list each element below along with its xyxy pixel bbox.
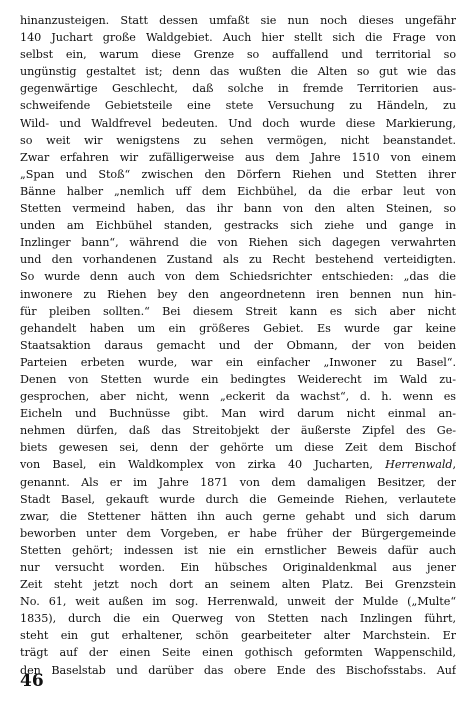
text-line: nehmen dürfen, daß das Streitobjekt der äußerste Zipfel des Ge-	[20, 424, 456, 438]
text-line: 1835), durch die ein Querweg von Stetten nach Inzlingen führt,	[20, 612, 456, 626]
text-line: Stetten vermeind haben, das ihr bann von den alten Steinen, so	[20, 202, 456, 216]
text-line: Wild- und Waldfrevel bedeuten. Und doch wurde diese Markierung,	[20, 116, 456, 130]
text-line: Stetten gehört; indessen ist nie ein ernstlicher Beweis dafür auch	[20, 543, 456, 557]
text-line: schweifende Gebietsteile eine stete Versuchung zu Händeln, zu	[20, 99, 456, 113]
italic-term: Herrenwald	[385, 458, 453, 472]
text-line: steht ein gut erhaltener, schön gearbeiteter alter Marchstein. Er	[20, 629, 456, 643]
text-line: unden am Eichbühel standen, gestracks sich ziehe und gange in	[20, 219, 456, 233]
text-line: gehandelt haben um ein größeres Gebiet. Es wurde gar keine	[20, 321, 456, 335]
text-line: gesprochen, aber nicht, wenn „eckerit da wachst“, d. h. wenn es	[20, 390, 456, 404]
body-text	[20, 12, 456, 679]
text-line: zwar, die Stettener hätten ihn auch gerne gehabt und sich darum	[20, 509, 456, 523]
text-line: ungünstig gestaltet ist; denn das wußten die Alten so gut wie das	[20, 65, 456, 79]
text-line: gegenwärtige Geschlecht, daß solche in fremde Territorien aus-	[20, 82, 456, 96]
text-line: Stadt Basel, gekauft wurde durch die Gemeinde Riehen, verlautete	[20, 492, 456, 506]
text-line: Bänne halber „nemlich uff dem Eichbühel, da die erbar leut von	[20, 184, 456, 198]
book-page	[20, 12, 456, 712]
text-line: Eicheln und Buchnüsse gibt. Man wird darum nicht einmal an-	[20, 407, 456, 421]
text-line: so weit wir wenigstens zu sehen vermögen, nicht beanstandet.	[20, 133, 456, 147]
text-line: inwonere zu Riehen bey den angeordnetenn iren bennen nun hin-	[20, 287, 456, 301]
text-line: So wurde denn auch von dem Schiedsrichter entschieden: „das die	[20, 270, 456, 284]
text-line: Denen von Stetten wurde ein bedingtes Weiderecht im Wald zu-	[20, 372, 456, 386]
text-line: Inzlinger bann“, während die von Riehen sich dagegen verwahrten	[20, 236, 456, 250]
text-line: Zeit steht jetzt noch dort an seinem alten Platz. Bei Grenzstein	[20, 578, 456, 592]
text-line: selbst ein, warum diese Grenze so auffallend und territorial so	[20, 48, 456, 62]
text-line: Staatsaktion daraus gemacht und der Obmann, der von beiden	[20, 338, 456, 352]
text-line: den Baselstab und darüber das obere Ende des Bischofsstabs. Auf	[20, 663, 456, 677]
page-number: 46	[20, 671, 44, 691]
text-line: Zwar erfahren wir zufälligerweise aus dem Jahre 1510 von einem	[20, 150, 456, 164]
text-line: No. 61, weit außen im sog. Herrenwald, unweit der Mulde („Multe“	[20, 595, 456, 609]
text-line: biets gewesen sei, denn der gehörte um diese Zeit dem Bischof	[20, 441, 456, 455]
text-line: beworben unter dem Vorgeben, er habe früher der Bürgergemeinde	[20, 526, 456, 540]
text-line: für pleiben sollten.“ Bei diesem Streit kann es sich aber nicht	[20, 304, 456, 318]
comma: ,	[452, 458, 456, 472]
text-line: und den vorhandenen Zustand als zu Recht bestehend verteidigten.	[20, 253, 456, 267]
text-line-with-italic	[20, 456, 456, 473]
text-line: Parteien erbeten wurde, war ein einfacher „Inwoner zu Basel“.	[20, 355, 456, 369]
text-line: „Span und Stoß“ zwischen den Dörfern Riehen und Stetten ihrer	[20, 167, 456, 181]
text-line: 140 Juchart große Waldgebiet. Auch hier stellt sich die Frage von	[20, 31, 456, 45]
text-line: genannt. Als er im Jahre 1871 von dem damaligen Besitzer, der	[20, 475, 456, 489]
text-line: hinanzusteigen. Statt dessen umfaßt sie nun noch dieses ungefähr	[20, 14, 456, 27]
text-line: trägt auf der einen Seite einen gothisch geformten Wappenschild,	[20, 646, 456, 660]
text-line-lead: von Basel, ein Waldkomplex von zirka 40 Jucharten,	[20, 458, 373, 472]
text-line: nur versucht worden. Ein hübsches Originaldenkmal aus jener	[20, 561, 456, 574]
